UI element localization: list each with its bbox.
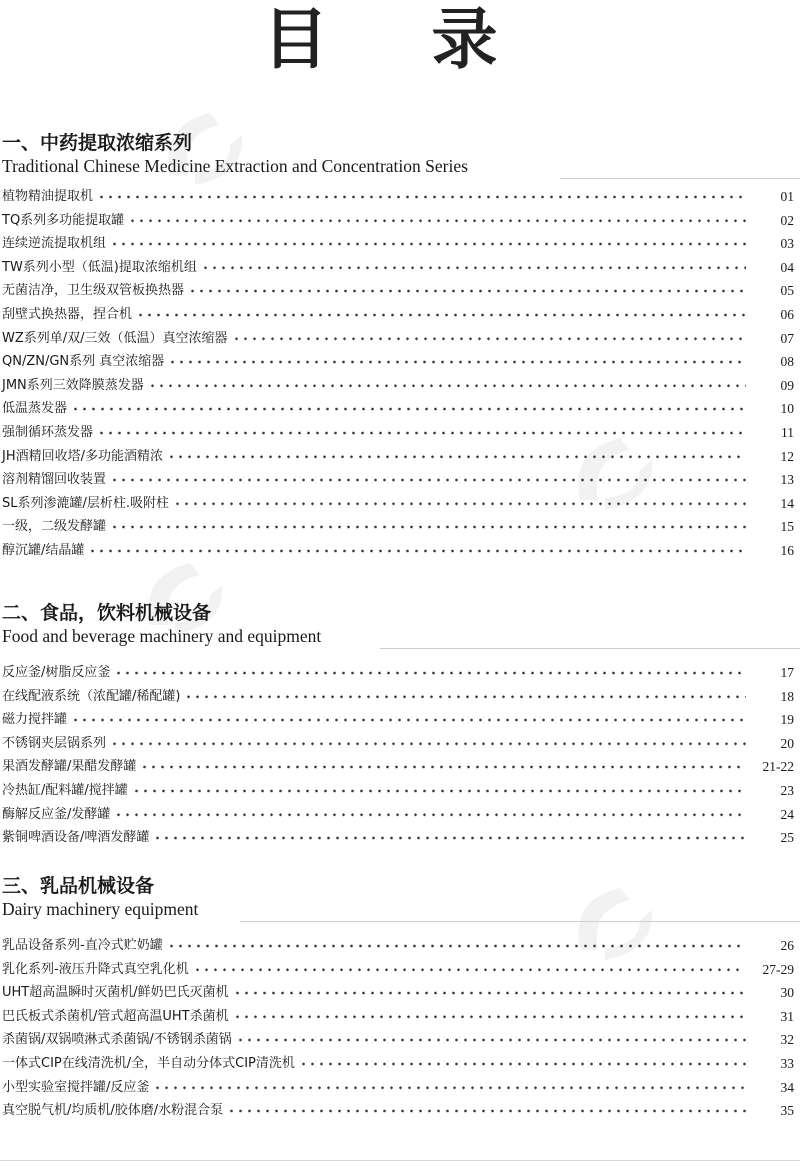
- dot-leader: [233, 981, 746, 1005]
- dot-leader: [168, 350, 746, 374]
- toc-item-label: 一级，二级发酵罐: [2, 519, 107, 535]
- toc-item[interactable]: [0, 934, 800, 958]
- toc-item-label: TW系列小型（低温)提取浓缩机组: [2, 259, 197, 275]
- toc-item-page: 04: [780, 259, 794, 275]
- section-divider: [560, 178, 800, 179]
- toc-item-page: 30: [780, 985, 794, 1001]
- toc-list: [0, 185, 800, 563]
- section-heading-zh: 二、食品，饮料机械设备: [2, 602, 212, 624]
- section-heading-zh: 三、乳品机械设备: [2, 875, 155, 897]
- toc-item-page: 24: [780, 806, 794, 822]
- toc-item[interactable]: [0, 279, 800, 303]
- dot-leader: [153, 1076, 746, 1100]
- toc-item-label: 乳品设备系列-直冷式贮奶罐: [2, 938, 163, 953]
- toc-item-label: 连续逆流提取机组: [2, 236, 107, 252]
- section-divider: [240, 921, 800, 922]
- toc-item[interactable]: [0, 327, 800, 351]
- toc-item-page: 16: [780, 542, 794, 558]
- toc-item-label: 刮壁式换热器，捏合机: [2, 306, 133, 322]
- toc-item-page: 20: [780, 735, 794, 751]
- toc-item-label: 在线配液系统（浓配罐/稀配罐): [2, 688, 181, 704]
- toc-item-page: 09: [780, 377, 794, 393]
- toc-list: [0, 934, 800, 1123]
- toc-section-dairy: [0, 875, 800, 1123]
- page-title: 目 录: [262, 1, 538, 78]
- dot-leader: [227, 1099, 746, 1123]
- toc-item-label: 杀菌锅/双锅喷淋式杀菌锅/不锈钢杀菌锅: [2, 1032, 232, 1048]
- toc-item[interactable]: [0, 732, 800, 756]
- toc-item[interactable]: [0, 1052, 800, 1076]
- toc-item-label: 果酒发酵罐/果醋发酵罐: [2, 759, 137, 775]
- toc-item[interactable]: [0, 708, 800, 732]
- toc-item[interactable]: [0, 256, 800, 280]
- dot-leader: [232, 327, 746, 351]
- toc-item-page: 26: [780, 938, 794, 953]
- toc-item-page: 32: [780, 1032, 794, 1048]
- toc-item-label: QN/ZN/GN系列 真空浓缩器: [2, 354, 165, 370]
- dot-leader: [148, 374, 746, 398]
- toc-item[interactable]: [0, 539, 800, 563]
- section-heading-en: Dairy machinery equipment: [2, 899, 199, 919]
- toc-item[interactable]: [0, 185, 800, 209]
- dot-leader: [167, 445, 746, 469]
- toc-item-page: 35: [780, 1103, 794, 1119]
- dot-leader: [188, 279, 746, 303]
- toc-item-page: 25: [780, 830, 794, 846]
- toc-item-label: 乳化系列-液压升降式真空乳化机: [2, 961, 189, 977]
- dot-leader: [167, 934, 746, 958]
- toc-list: [0, 661, 800, 850]
- toc-item-label: 巴氏板式杀菌机/管式超高温UHT杀菌机: [2, 1008, 229, 1024]
- dot-leader: [153, 826, 746, 850]
- toc-item[interactable]: [0, 445, 800, 469]
- toc-item[interactable]: [0, 468, 800, 492]
- toc-item[interactable]: [0, 1005, 800, 1029]
- dot-leader: [71, 708, 746, 732]
- dot-leader: [136, 303, 746, 327]
- dot-leader: [97, 185, 746, 209]
- toc-item[interactable]: [0, 755, 800, 779]
- toc-item[interactable]: [0, 492, 800, 516]
- toc-item-page: 06: [780, 306, 794, 322]
- toc-item-page: 07: [780, 330, 794, 346]
- toc-item-label: 反应釜/树脂反应釜: [2, 665, 111, 680]
- toc-item-page: 17: [780, 665, 794, 680]
- toc-item-label: 一体式CIP在线清洗机/全，半自动分体式CIP清洗机: [2, 1055, 295, 1071]
- toc-item-label: 酶解反应釜/发酵罐: [2, 806, 111, 822]
- toc-item-label: 真空脱气机/均质机/胶体磨/水粉混合泵: [2, 1103, 224, 1119]
- toc-item-page: 01: [780, 189, 794, 204]
- toc-item-page: 19: [780, 712, 794, 728]
- toc-section-tcm: [0, 132, 800, 563]
- toc-item-page: 11: [781, 424, 794, 440]
- toc-item-label: SL系列渗漉罐/层析柱.吸附柱: [2, 495, 170, 511]
- toc-item[interactable]: [0, 661, 800, 685]
- toc-item[interactable]: [0, 350, 800, 374]
- toc-item-page: 18: [780, 688, 794, 704]
- toc-item-label: 低温蒸发器: [2, 401, 68, 417]
- toc-item-label: UHT超高温瞬时灭菌机/鲜奶巴氏灭菌机: [2, 985, 229, 1001]
- section-divider: [380, 648, 800, 649]
- dot-leader: [201, 256, 746, 280]
- toc-item[interactable]: [0, 779, 800, 803]
- toc-item-page: 21-22: [762, 759, 794, 775]
- toc-item[interactable]: [0, 374, 800, 398]
- section-heading-zh: 一、中药提取浓缩系列: [2, 132, 193, 154]
- toc-item[interactable]: [0, 981, 800, 1005]
- toc-item-label: JMN系列三效降膜蒸发器: [2, 377, 144, 393]
- section-heading-en: Food and beverage machinery and equipment: [2, 626, 322, 646]
- toc-item-page: 05: [780, 283, 794, 299]
- dot-leader: [299, 1052, 746, 1076]
- dot-leader: [236, 1028, 746, 1052]
- toc-item-label: 无菌洁净，卫生级双管板换热器: [2, 283, 185, 299]
- toc-item-label: 植物精油提取机: [2, 189, 94, 204]
- dot-leader: [97, 421, 746, 445]
- dot-leader: [110, 232, 746, 256]
- toc-item-label: 冷热缸/配料罐/搅拌罐: [2, 782, 128, 798]
- toc-item[interactable]: [0, 685, 800, 709]
- toc-section-food: [0, 602, 800, 850]
- toc-item-page: 33: [780, 1055, 794, 1071]
- toc-item[interactable]: [0, 803, 800, 827]
- toc-item[interactable]: [0, 1028, 800, 1052]
- dot-leader: [114, 803, 746, 827]
- toc-item-page: 12: [780, 448, 794, 464]
- toc-item[interactable]: [0, 826, 800, 850]
- dot-leader: [110, 468, 746, 492]
- dot-leader: [193, 958, 740, 982]
- toc-item-page: 14: [780, 495, 794, 511]
- toc-item[interactable]: [0, 209, 800, 233]
- dot-leader: [173, 492, 746, 516]
- toc-item-page: 34: [780, 1079, 794, 1095]
- toc-item[interactable]: [0, 232, 800, 256]
- dot-leader: [110, 732, 746, 756]
- toc-item-label: 强制循环蒸发器: [2, 424, 94, 440]
- section-heading-en: Traditional Chinese Medicine Extraction and Concentration Series: [2, 156, 468, 176]
- toc-item[interactable]: [0, 1099, 800, 1123]
- toc-item[interactable]: [0, 1076, 800, 1100]
- toc-item-label: 不锈钢夹层锅系列: [2, 735, 107, 751]
- dot-leader: [233, 1005, 746, 1029]
- toc-item-page: 13: [780, 472, 794, 488]
- toc-item-page: 23: [780, 782, 794, 798]
- toc-item-page: 02: [780, 212, 794, 228]
- toc-item-page: 03: [780, 236, 794, 252]
- toc-item[interactable]: [0, 303, 800, 327]
- dot-leader: [128, 209, 746, 233]
- dot-leader: [132, 779, 746, 803]
- toc-item[interactable]: [0, 515, 800, 539]
- toc-item-label: 紫铜啤酒设备/啤酒发酵罐: [2, 830, 150, 846]
- toc-item-page: 31: [780, 1008, 794, 1024]
- dot-leader: [140, 755, 740, 779]
- toc-item-label: 磁力搅拌罐: [2, 712, 68, 728]
- toc-item-label: JH酒精回收塔/多功能酒精浓: [2, 448, 163, 464]
- toc-item-label: 醇沉罐/结晶罐: [2, 542, 85, 558]
- toc-item-page: 15: [780, 519, 794, 535]
- toc-item[interactable]: [0, 421, 800, 445]
- dot-leader: [88, 539, 746, 563]
- toc-item[interactable]: [0, 958, 800, 982]
- bottom-divider: [0, 1160, 800, 1161]
- toc-item-label: 小型实验室搅拌罐/反应釜: [2, 1079, 150, 1095]
- dot-leader: [71, 397, 746, 421]
- toc-item[interactable]: [0, 397, 800, 421]
- toc-item-label: TQ系列多功能提取罐: [2, 212, 125, 228]
- toc-item-page: 27-29: [762, 961, 794, 977]
- toc-item-label: WZ系列单/双/三效（低温）真空浓缩器: [2, 330, 228, 346]
- toc-item-page: 10: [780, 401, 794, 417]
- dot-leader: [110, 515, 746, 539]
- dot-leader: [184, 685, 746, 709]
- toc-item-label: 溶剂精馏回收装置: [2, 472, 107, 488]
- toc-item-page: 08: [780, 354, 794, 370]
- dot-leader: [114, 661, 746, 685]
